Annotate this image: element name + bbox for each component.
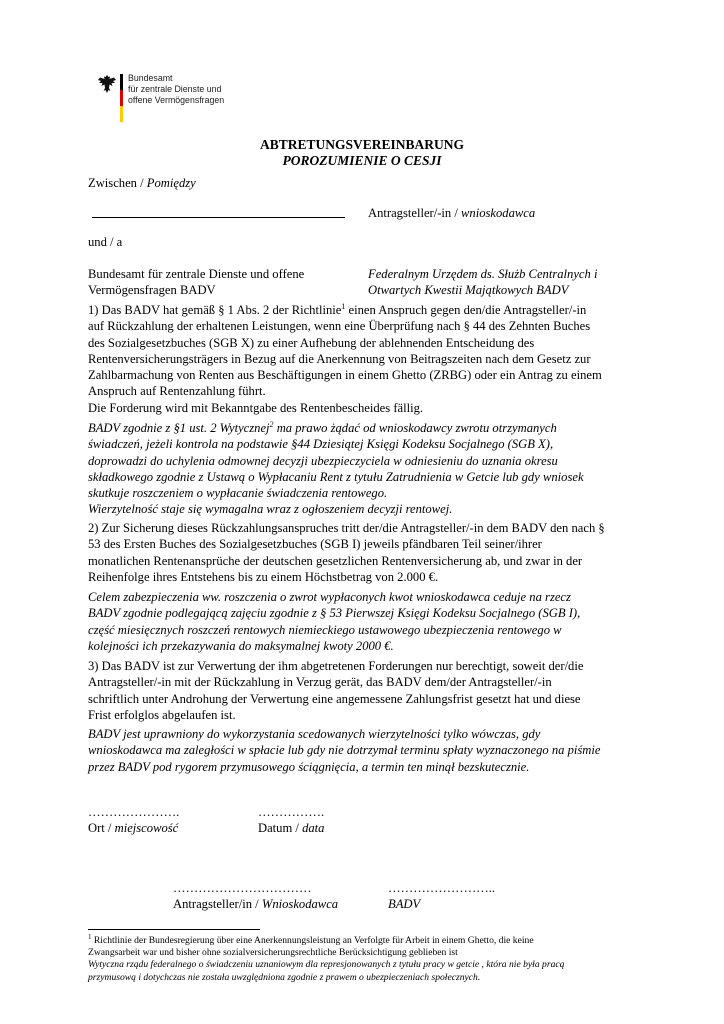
badv-signature-field[interactable] bbox=[388, 880, 495, 913]
s2-pl-line: BADV zgodnie podlegającą zajęciu zgodnie z § 53 Pierwszej Księgi Kodeksu Socjalnego (SGB I), bbox=[88, 606, 581, 621]
s1-pl-line: składkowego zgodnie z Ustawą o Wypłacaniu Rent z tytułu Zatrudnienia w Getcie lub gdy wniosek bbox=[88, 469, 584, 484]
place-de: Ort / bbox=[88, 821, 115, 836]
footnote-ref: 1 bbox=[341, 301, 346, 311]
date-de: Datum / bbox=[258, 821, 303, 836]
applicant-signature-pl: Wnioskodawca bbox=[261, 897, 339, 912]
badv-logo bbox=[95, 70, 255, 126]
s3-pl-line: wnioskodawca ma zaległości w spłacie lub gdy nie dotrzymał terminu spłaty wyznaczonego na piśmie bbox=[88, 743, 601, 758]
between-de: Zwischen / bbox=[88, 176, 147, 190]
footnote-de-line: Zwangsarbeit war und bisher ohne sozialversicherungsrechtliche Berücksichtigung geblieben ist bbox=[88, 947, 458, 959]
section-2-de bbox=[88, 520, 648, 585]
s1-de-text: einen Anspruch gegen den/die Antragsteller/-in bbox=[345, 303, 587, 317]
s1-de-line: des Sozialgesetzbuches (SGB X) zu einer Aufhebung der ablehnenden Entscheidung des bbox=[88, 335, 535, 350]
badv-de bbox=[88, 266, 304, 299]
footnote-rule bbox=[88, 929, 260, 930]
between-pl: Pomiędzy bbox=[146, 176, 196, 190]
s2-de-line: 53 des Ersten Buches des Sozialgesetzbuches (SGB I) jeweils pfändbaren Teil seiner/ihrer bbox=[88, 537, 542, 552]
federal-eagle-icon bbox=[95, 72, 119, 96]
between-label bbox=[88, 175, 196, 191]
place-pl: miejscowość bbox=[114, 821, 179, 836]
footnote-pl-line: przymusową i dotychczas nie została uwzględniona zgodnie z prawem o ubezpieczeniach społecznych. bbox=[88, 971, 481, 983]
place-dots[interactable]: …………………. bbox=[88, 805, 180, 819]
badv-pl bbox=[368, 266, 597, 299]
s3-de-line: 3) Das BADV ist zur Verwertung der ihm abgetretenen Forderungen nur berechtigt, soweit der/die bbox=[88, 659, 584, 673]
section-2-pl bbox=[88, 589, 648, 654]
logo-line: Bundesamt bbox=[128, 73, 173, 83]
badv-signature-label: BADV bbox=[388, 897, 421, 912]
s2-de-line: Reihenfolge ihres Entstehens bis zu einem Höchstbetrag von 2.000 €. bbox=[88, 569, 439, 584]
applicant-signature-dots[interactable]: …………………………… bbox=[173, 881, 312, 895]
logo-text bbox=[128, 73, 224, 106]
applicant-label bbox=[368, 205, 535, 221]
date-field[interactable] bbox=[258, 804, 324, 837]
footnote-pl-line: Wytyczna rządu federalnego o świadczeniu uznaniowym dla represjonowanych z tytułu pracy w getcie , która nie była pracą bbox=[88, 959, 565, 971]
applicant-name-line[interactable] bbox=[92, 217, 345, 218]
s1-de-line: Zahlbarmachung von Renten aus Beschäftigungen in einem Ghetto (ZRBG) oder ein Antrag zu einem bbox=[88, 368, 602, 383]
footnote-ref: 2 bbox=[269, 419, 274, 429]
s2-de-line: monatlichen Rentenansprüche der deutschen gesetzlichen Rentenversicherung ab, und zwar in der bbox=[88, 553, 583, 568]
s1-de-line: auf Rückzahlung der erhaltenen Leistungen, wenn eine Überprüfung nach § 44 des Zehnten Buches bbox=[88, 319, 591, 334]
badv-de-line: Vermögensfragen BADV bbox=[88, 283, 216, 298]
s1-pl-text: BADV zgodnie z §1 ust. 2 Wytycznej bbox=[88, 421, 270, 435]
applicant-signature-field[interactable] bbox=[173, 880, 338, 913]
applicant-de: Antragsteller/-in / bbox=[368, 206, 462, 220]
applicant-pl: wnioskodawca bbox=[461, 206, 536, 220]
badv-signature-dots[interactable]: …………………….. bbox=[388, 881, 496, 895]
date-dots[interactable]: ……………. bbox=[258, 805, 325, 819]
applicant-signature-label bbox=[173, 896, 338, 912]
place-field[interactable] bbox=[88, 804, 179, 837]
and-label: und / a bbox=[88, 235, 123, 249]
s3-pl-line: BADV jest uprawniony do wykorzystania scedowanych wierzytelności tylko wówczas, gdy bbox=[88, 727, 541, 741]
s2-de-line: 2) Zur Sicherung dieses Rückzahlungsanspruches tritt der/die Antragsteller/-in dem BADV den nach § bbox=[88, 521, 605, 535]
applicant-signature-de: Antragsteller/in / bbox=[173, 897, 262, 912]
s2-pl-line: Celem zabezpieczenia ww. roszczenia o zwrot wypłaconych kwot wnioskodawca ceduje na rzecz bbox=[88, 590, 571, 604]
s1-pl-text: ma prawo żądać od wnioskodawcy zwrotu otrzymanych bbox=[273, 421, 557, 435]
date-label bbox=[258, 820, 324, 836]
title-de: ABTRETUNGSVEREINBARUNG bbox=[259, 137, 465, 152]
section-3-de bbox=[88, 658, 648, 723]
section-1-de bbox=[88, 302, 648, 416]
s2-pl-line: kolejności ich przekazywania do maksymalnej kwoty 2000 €. bbox=[88, 638, 394, 653]
s3-pl-line: przez BADV pod rygorem przymusowego ściągnięcia, a termin ten minął bezskutecznie. bbox=[88, 759, 530, 774]
badv-pl-line: Federalnym Urzędem ds. Służb Centralnych i bbox=[368, 267, 598, 281]
section-1-pl bbox=[88, 420, 648, 518]
place-label bbox=[88, 820, 179, 836]
s2-pl-line: część miesięcznych roszczeń rentowych niemieckiego ustawowego ubezpieczenia rentowego w bbox=[88, 622, 562, 637]
footnote-de-line: Richtlinie der Bundesregierung über eine Anerkennungsleistung an Verfolgte für Arbeit in einem Ghetto, die keine bbox=[91, 935, 534, 946]
s1-pl-line: Wierzytelność staje się wymagalna wraz z ogłoszeniem decyzji rentowej. bbox=[88, 502, 453, 517]
section-3-pl bbox=[88, 726, 648, 775]
title-pl: POROZUMIENIE O CESJI bbox=[282, 153, 442, 168]
s3-de-line: schriftlich unter Androhung der Verwertung eine angemessene Zahlungsfrist gesetzt hat und diese bbox=[88, 691, 581, 706]
s1-pl-line: skutkuje roszczeniem o wypłacanie świadczenia rentowego. bbox=[88, 486, 388, 501]
footnote-number: 1 bbox=[88, 932, 92, 941]
s1-de-line: Die Forderung wird mit Bekanntgabe des Rentenbescheides fällig. bbox=[88, 400, 424, 415]
logo-line: offene Vermögensfragen bbox=[128, 95, 225, 105]
s3-de-line: Frist erfolglos abgelaufen ist. bbox=[88, 707, 236, 722]
s1-de-line: Anspruch auf Rentenzahlung führt. bbox=[88, 384, 266, 399]
s3-de-line: Antragsteller/-in mit der Rückzahlung in Verzug gerät, das BADV dem/der Antragsteller/-in bbox=[88, 675, 552, 690]
s1-de-line: Rentenversicherungsträgers in Bezug auf die Anerkennung von Beitragszeiten nach dem Gesetz zur bbox=[88, 351, 591, 366]
s1-pl-line: doprowadzi do uchylenia odmownej decyzji ubezpieczyciela w odniesieniu do uznania okresu bbox=[88, 453, 558, 468]
logo-line: für zentrale Dienste und bbox=[128, 84, 222, 94]
s1-de-text: 1) Das BADV hat gemäß § 1 Abs. 2 der Richtlinie bbox=[88, 303, 342, 317]
s1-pl-line: świadczeń, jeżeli kontrola na podstawie §44 Dziesiątej Księgi Kodeksu Socjalnego (SGB X), bbox=[88, 437, 554, 452]
footnote bbox=[88, 932, 688, 984]
date-pl: data bbox=[302, 821, 325, 836]
badv-pl-line: Otwartych Kwestii Majątkowych BADV bbox=[368, 283, 569, 298]
flag-stripe bbox=[120, 74, 123, 122]
badv-de-line: Bundesamt für zentrale Dienste und offene bbox=[88, 267, 305, 281]
